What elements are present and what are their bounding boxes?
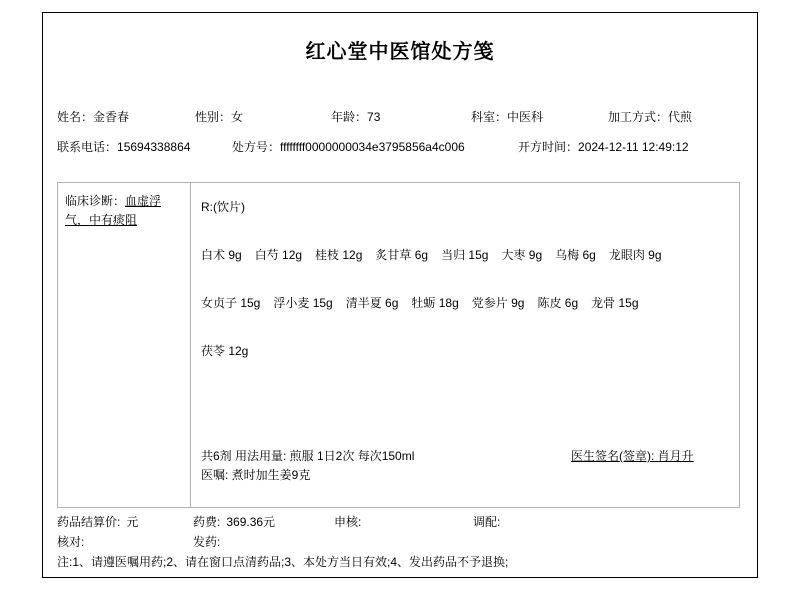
rx-cell — [191, 183, 739, 507]
check-label: 核对: — [57, 535, 85, 549]
herb-item: 茯苓 12g — [201, 344, 249, 358]
herb-item: 当归 15g — [441, 248, 489, 262]
field-name — [57, 108, 129, 125]
usage-line: 共6剂 用法用量: 煎服 1日2次 每次150ml — [201, 449, 415, 463]
herb-item: 牡蛎 18g — [411, 296, 459, 310]
rx-table — [57, 182, 740, 508]
herb-item: 白芍 12g — [254, 248, 303, 262]
prescription-sheet — [42, 12, 758, 578]
field-gender — [195, 108, 243, 125]
field-age-value: 73 — [367, 110, 381, 124]
diagnosis-label: 临床诊断： — [65, 194, 126, 208]
herb-item: 龙骨 15g — [591, 296, 639, 310]
settle-price-value: 元 — [126, 515, 139, 529]
issue-field — [193, 533, 220, 550]
diagnosis-value: 血虚浮气，中有痰阻 — [65, 194, 162, 227]
field-time-value: 2024-12-11 12:49:12 — [578, 140, 689, 154]
field-time — [518, 138, 689, 155]
field-time-label: 开方时间： — [518, 140, 579, 154]
dispense-field — [473, 513, 500, 530]
herb-item: 炙甘草 6g — [375, 248, 429, 262]
field-phone — [57, 138, 190, 155]
rx-header: R:(饮片) — [201, 200, 245, 214]
field-age — [331, 108, 380, 125]
herb-item: 龙眼肉 9g — [608, 248, 662, 262]
herb-item: 女贞子 15g — [201, 296, 261, 310]
field-processing-label: 加工方式： — [608, 110, 669, 124]
settle-price-label: 药品结算价: — [57, 515, 121, 529]
herb-item: 浮小麦 15g — [273, 296, 333, 310]
field-department — [471, 108, 543, 125]
review-field — [334, 513, 361, 530]
diagnosis-cell — [58, 183, 191, 507]
note-line: 注:1、请遵医嘱用药;2、请在窗口点清药品;3、本处方当日有效;4、发出药品不予退换; — [57, 555, 509, 569]
field-name-value: 金香春 — [93, 110, 130, 124]
settle-price-field — [57, 513, 138, 530]
field-department-value: 中医科 — [507, 110, 544, 124]
usage-block — [201, 447, 414, 485]
herb-item: 白术 9g — [201, 248, 242, 262]
doctor-signature: 医生签名(签章): 肖月升 — [571, 449, 694, 463]
rx-header-line — [201, 183, 739, 231]
review-label: 申核: — [334, 515, 362, 529]
field-rx-no — [232, 138, 465, 155]
field-gender-label: 性别： — [195, 110, 232, 124]
herb-line-1 — [201, 231, 739, 279]
check-field — [57, 533, 84, 550]
field-department-label: 科室： — [471, 110, 508, 124]
field-rx-no-label: 处方号： — [232, 140, 281, 154]
dispense-label: 调配: — [473, 515, 501, 529]
issue-label: 发药: — [193, 535, 221, 549]
field-phone-label: 联系电话： — [57, 140, 118, 154]
herb-item: 陈皮 6g — [537, 296, 579, 310]
fee-field — [193, 513, 275, 530]
herb-item: 桂枝 12g — [315, 248, 363, 262]
field-phone-value: 15694338864 — [117, 140, 191, 154]
instruction-line: 医嘱: 煮时加生姜9克 — [201, 468, 311, 482]
herb-line-2 — [201, 279, 739, 327]
herb-item: 党参片 9g — [471, 296, 525, 310]
herb-item: 乌梅 6g — [555, 248, 596, 262]
field-gender-value: 女 — [231, 110, 244, 124]
fee-value: 369.36元 — [226, 515, 276, 529]
page-title: 红心堂中医馆处方笺 — [305, 41, 495, 63]
field-processing-value: 代煎 — [668, 110, 693, 124]
herb-item: 清半夏 6g — [345, 296, 399, 310]
herb-item: 大枣 9g — [501, 248, 543, 262]
field-processing — [608, 108, 692, 125]
field-rx-no-value: ffffffff0000000034e3795856a4c006 — [280, 140, 465, 154]
fee-label: 药费: — [193, 515, 221, 529]
herb-line-3 — [201, 327, 739, 375]
field-age-label: 年龄： — [331, 110, 368, 124]
field-name-label: 姓名： — [57, 110, 94, 124]
